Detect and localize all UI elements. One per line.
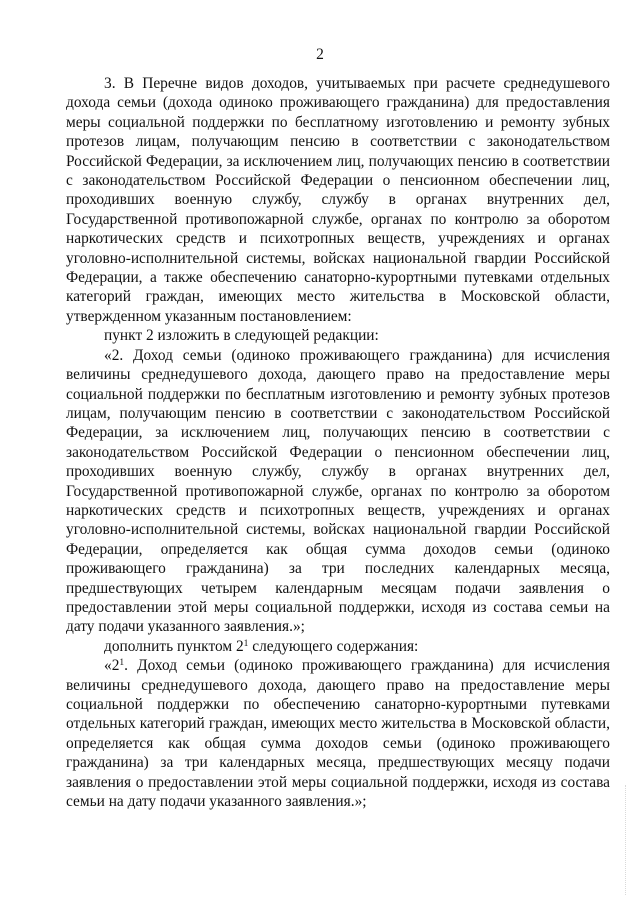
document-body xyxy=(66,74,610,811)
instruction-text-end: следующего содержания: xyxy=(248,637,419,655)
point-text: . Доход семьи (одиноко проживающего гражданина) для исчисления величины среднедушевого дохода, дающего право на предоставление меры социальной поддержки по обеспечению санаторно-курортными путевками отдельных категорий граждан, имеющих место жительства в Московской области, определяется как общая сумма доходов семьи (одиноко проживающего гражданина) за три календарных месяца, предшествующих месяцу подачи заявления о предоставлении этой меры социальной поддержки, исходя из состава семьи на дату подачи указанного заявления.»; xyxy=(66,657,610,811)
paragraph-instruction-point-2: пункт 2 изложить в следующей редакции: xyxy=(104,327,379,345)
page-number: 2 xyxy=(316,46,324,63)
paragraph-item-3: 3. В Перечне видов доходов, учитываемых при расчете среднедушевого дохода семьи (дохода одиноко проживающего гражданина) для предоставления меры социальной поддержки по бесплатному изготовлению и ремонту зубных протезов лицам, получающим пенсию в соответствии с законодательством Российской Федерации, за исключением лиц, получающих пенсию в соответствии с законодательством Российской Федерации о пенсионном обеспечении лиц, проходивших военную службу, службу в органах внутренних дел, Государственной противопожарной службе, органах по контролю за оборотом наркотических средств и психотропных веществ, учреждениях и органах уголовно-исполнительной системы, войсках национальной гвардии Российской Федерации, а также обеспечению санаторно-курортными путевками отдельных категорий граждан, имеющих место жительства в Московской области, утвержденном указанным постановлением: xyxy=(66,75,610,325)
scan-margin-mark xyxy=(625,785,628,895)
paragraph-point-2-1-text xyxy=(66,656,610,811)
paragraph-instruction-point-2-1 xyxy=(66,637,610,656)
superscript-index: 1 xyxy=(119,658,125,669)
instruction-text-start: дополнить пунктом 2 xyxy=(104,637,244,655)
paragraph-point-2-text: «2. Доход семьи (одиноко проживающего гражданина) для исчисления величины среднедушевого дохода, дающего право на предоставление меры социальной поддержки по бесплатным изготовлению и ремонту зубных протезов лицам, получающим пенсию в соответствии с законодательством Российской Федерации, за исключением лиц, получающих пенсию в соответствии с законодательством Российской Федерации о пенсионном обеспечении лиц, проходивших военную службу, службу в органах внутренних дел, Государственной противопожарной службе, органах по контролю за оборотом наркотических средств и психотропных веществ, учреждениях и органах уголовно-исполнительной системы, войсках национальной гвардии Российской Федерации, определяется как общая сумма доходов семьи (одиноко проживающего гражданина) за три последних календарных месяца, предшествующих четырем календарным месяцам подачи заявления о предоставлении этой меры социальной поддержки, исходя из состава семьи на дату подачи указанного заявления.»; xyxy=(66,346,610,636)
point-number: «2 xyxy=(104,657,120,675)
superscript-index: 1 xyxy=(243,638,249,649)
